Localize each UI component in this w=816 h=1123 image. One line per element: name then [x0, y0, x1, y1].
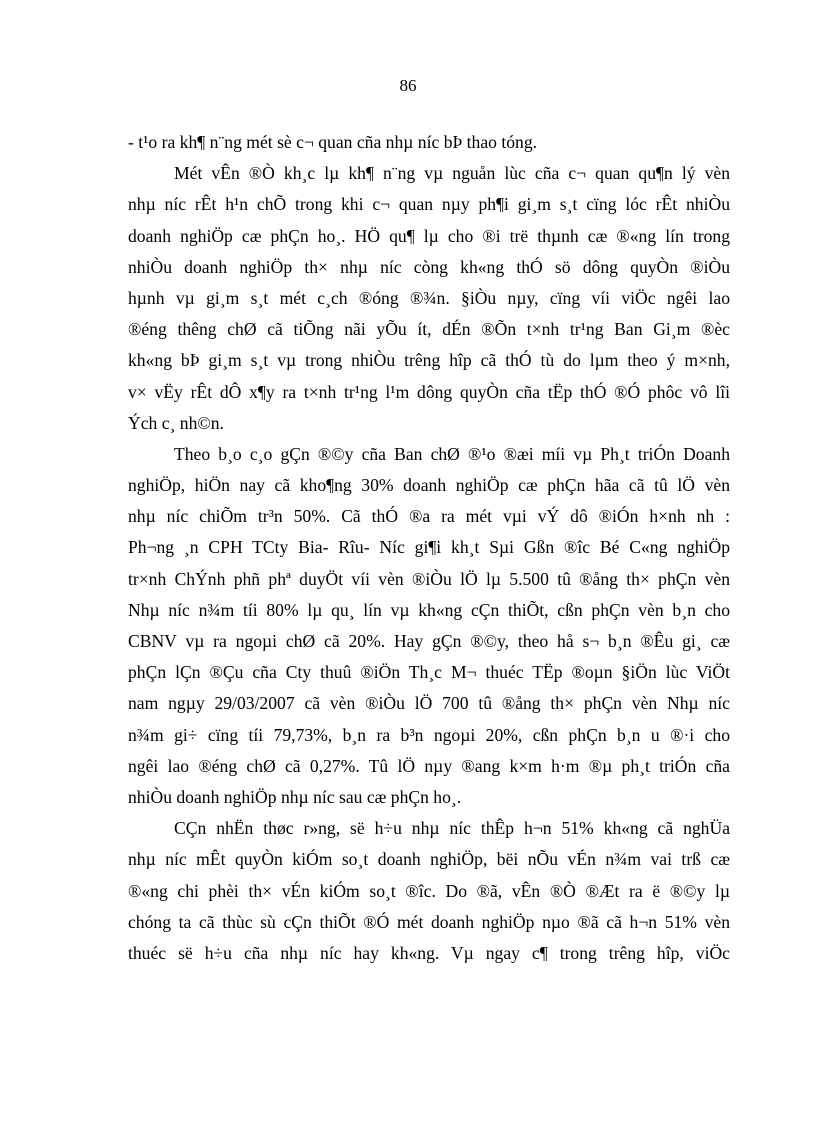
text-line: tr×nh ChÝnh phñ phª duyÖt víi vèn ®iÒu lÖ lµ 5.500 tû ®ång th× phÇn vèn: [128, 568, 730, 589]
text-line: phÇn lÇn ®Çu cña Cty thuû ®iÖn Th¸c M¬ thuéc TËp ®oµn §iÖn lùc ViÖt: [128, 662, 730, 683]
text-line: CÇn nhËn thøc r»ng, së h÷u nhµ níc thÊp h¬n 51% kh«ng cã nghÜa: [174, 818, 730, 839]
text-line: Ph¬ng ¸n CPH TCty Bia- Rîu- Níc gi¶i kh¸t Sµi Gßn ®îc Bé C«ng nghiÖp: [128, 537, 730, 558]
text-line: ngêi lao ®éng chØ cã 0,27%. Tû lÖ nµy ®ang k×m h·m ®µ ph¸t triÓn cña: [128, 755, 730, 776]
text-line: nam ngµy 29/03/2007 cã vèn ®iÒu lÖ 700 tû ®ång th× phÇn vèn Nhµ níc: [128, 693, 730, 714]
text-line: chóng ta cã thùc sù cÇn thiÕt ®Ó mét doanh nghiÖp nµo ®ã cã h¬n 51% vèn: [128, 911, 730, 932]
text-line: Nhµ níc n¾m tíi 80% lµ qu¸ lín vµ kh«ng cÇn thiÕt, cßn phÇn vèn b¸n cho: [128, 599, 730, 620]
text-line: - t¹o ra kh¶ n¨ng mét sè c¬ quan cña nhµ níc bÞ thao tóng.: [128, 132, 538, 152]
body-text: [128, 127, 730, 969]
text-line: nhµ níc chiÕm tr³n 50%. Cã thÓ ®a ra mét vµi vÝ dô ®iÓn h×nh nh :: [128, 506, 730, 527]
text-line: hµnh vµ gi¸m s¸t mét c¸ch ®óng ®¾n. §iÒu nµy, cïng víi viÖc ngêi lao: [128, 287, 730, 308]
text-line: n¾m gi÷ cïng tíi 79,73%, b¸n ra b³n ngoµi 20%, cßn phÇn b¸n u ®·i cho: [128, 724, 730, 745]
text-line: nhµ níc rÊt h¹n chÕ trong khi c¬ quan nµy ph¶i gi¸m s¸t cïng lóc rÊt nhiÒu: [128, 194, 730, 215]
text-line: nghiÖp, hiÖn nay cã kho¶ng 30% doanh nghiÖp cæ phÇn hãa cã tû lÖ vèn: [128, 475, 730, 496]
text-line: ®«ng chi phèi th× vÉn kiÓm so¸t ®îc. Do ®ã, vÊn ®Ò ®Æt ra ë ®©y lµ: [128, 880, 730, 901]
text-line: CBNV vµ ra ngoµi chØ cã 20%. Hay gÇn ®©y, theo hå s¬ b¸n ®Êu gi¸ cæ: [128, 631, 730, 651]
text-line: nhµ níc mÊt quyÒn kiÓm so¸t doanh nghiÖp, bëi nÕu vÉn n¾m vai trß cæ: [128, 849, 730, 870]
text-line: thuéc së h÷u cña nhµ níc hay kh«ng. Vµ ngay c¶ trong trêng hîp, viÖc: [128, 942, 730, 963]
page-number: 86: [399, 76, 417, 95]
text-line: Mét vÊn ®Ò kh¸c lµ kh¶ n¨ng vµ nguån lùc cña c¬ quan qu¶n lý vèn: [174, 163, 730, 184]
text-line: v× vËy rÊt dÔ x¶y ra t×nh tr¹ng l¹m dông quyÒn cña tËp thÓ ®Ó phôc vô lîi: [128, 381, 730, 402]
text-line: kh«ng bÞ gi¸m s¸t vµ trong nhiÒu trêng hîp cã thÓ tù do lµm theo ý m×nh,: [128, 350, 730, 371]
text-line: Theo b¸o c¸o gÇn ®©y cña Ban chØ ®¹o ®æi míi vµ Ph¸t triÓn Doanh: [174, 443, 730, 464]
text-line: nhiÒu doanh nghiÖp th× nhµ níc còng kh«ng thÓ sö dông quyÒn ®iÒu: [128, 256, 730, 277]
text-line: nhiÒu doanh nghiÖp nhµ níc sau cæ phÇn ho¸.: [128, 786, 462, 807]
text-line: doanh nghiÖp cæ phÇn ho¸. HÖ qu¶ lµ cho ®i trë thµnh cæ ®«ng lín trong: [128, 225, 730, 246]
text-line: Ých c¸ nh©n.: [128, 412, 224, 433]
text-line: ®éng thêng chØ cã tiÕng nãi yÕu ít, dÉn ®Õn t×nh tr¹ng Ban Gi¸m ®èc: [128, 319, 730, 340]
